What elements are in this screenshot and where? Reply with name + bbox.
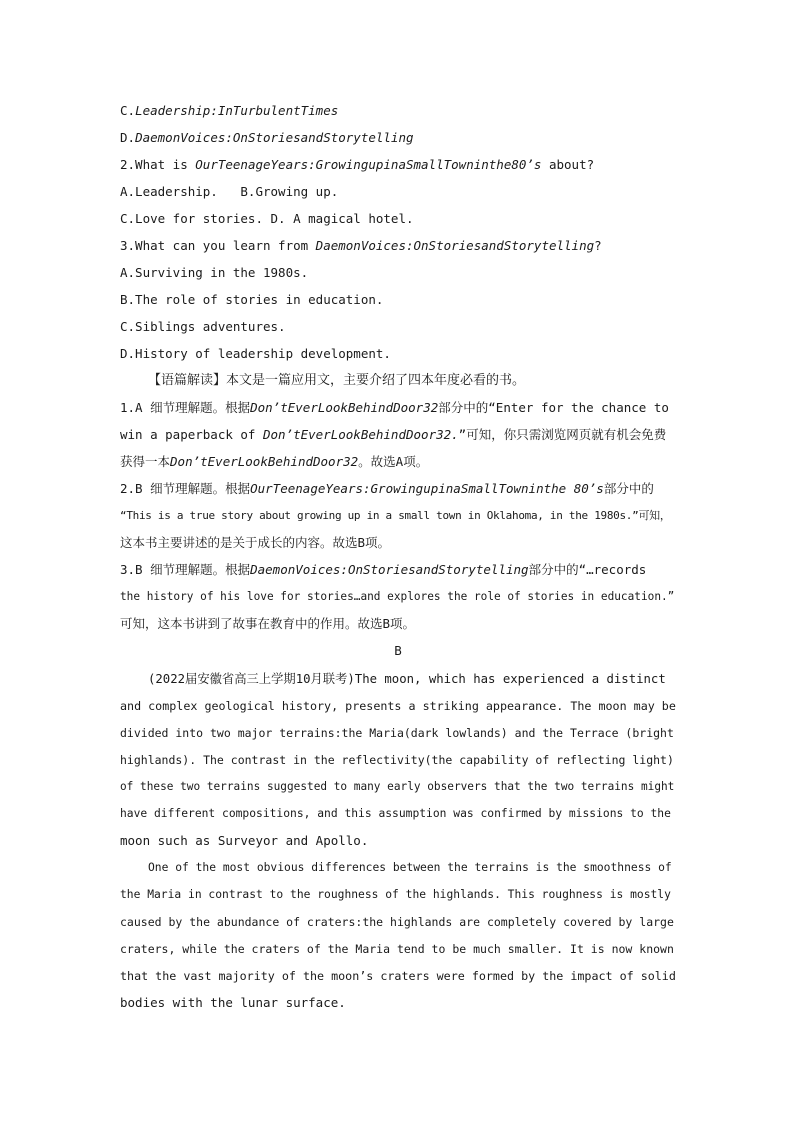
passage-b-p2-line-3: caused by the abundance of craters:the highlands are completely covered by large xyxy=(120,915,674,929)
option-q1-d: D.DaemonVoices:OnStoriesandStorytelling xyxy=(120,130,414,145)
answer-3-line-1: 3.B 细节理解题。根据DaemonVoices:OnStoriesandStorytelling部分中的“…records xyxy=(120,562,647,577)
answer-2-line-2: “This is a true story about growing up in a small town in Oklahoma, in the 1980s.”可知， xyxy=(120,509,671,522)
question-3-option-a: A.Surviving in the 1980s. xyxy=(120,265,309,280)
question-3-option-b: B.The role of stories in education. xyxy=(120,292,384,307)
answer-1-line-2: win a paperback of Don’tEverLookBehindDoor32.”可知，你只需浏览网页就有机会免费 xyxy=(120,427,667,442)
passage-b-p1-line-7: moon such as Surveyor and Apollo. xyxy=(120,833,369,848)
answer-3-line-2: the history of his love for stories…and explores the role of stories in education.” xyxy=(120,590,675,603)
passage-b-p1-line-2: and complex geological history, presents a striking appearance. The moon may be xyxy=(120,699,676,713)
passage-b-p1-line-5: of these two terrains suggested to many early observers that the two terrains might xyxy=(120,780,675,793)
passage-b-p1-line-4: highlands). The contrast in the reflectivity(the capability of reflecting light) xyxy=(120,753,674,767)
passage-b-p1-line-3: divided into two major terrains:the Maria(dark lowlands) and the Terrace (bright xyxy=(120,726,674,740)
answer-1-line-3: 获得一本Don’tEverLookBehindDoor32。故选A项。 xyxy=(120,454,429,469)
passage-b-p2-line-6: bodies with the lunar surface. xyxy=(120,995,346,1010)
question-3-option-c: C.Siblings adventures. xyxy=(120,319,286,334)
passage-b-p1-line-6: have different compositions, and this assumption was confirmed by missions to the xyxy=(120,807,671,820)
passage-b-p2-line-1: One of the most obvious differences between the terrains is the smoothness of xyxy=(148,861,672,874)
passage-b-p2-line-4: craters, while the craters of the Maria tend to be much smaller. It is now known xyxy=(120,942,674,956)
passage-b-p1-line-1: (2022届安徽省高三上学期10月联考)The moon, which has experienced a distinct xyxy=(148,672,666,686)
passage-b-p2-line-5: that the vast majority of the moon’s craters were formed by the impact of solid xyxy=(120,969,676,983)
answer-3-line-3: 可知，这本书讲到了故事在教育中的作用。故选B项。 xyxy=(120,616,416,631)
question-2-options-cd: C.Love for stories. D. A magical hotel. xyxy=(120,211,414,226)
question-3: 3.What can you learn from DaemonVoices:OnStoriesandStorytelling? xyxy=(120,238,602,253)
answer-2-line-3: 这本书主要讲述的是关于成长的内容。故选B项。 xyxy=(120,535,391,550)
option-q1-c: C.Leadership:InTurbulentTimes xyxy=(120,103,339,118)
question-3-option-d: D.History of leadership development. xyxy=(120,346,391,361)
answer-2-line-1: 2.B 细节理解题。根据OurTeenageYears:GrowingupinaSmallTowninthe 80’s部分中的 xyxy=(120,481,654,496)
passage-b-p2-line-2: the Maria in contrast to the roughness of the highlands. This roughness is mostly xyxy=(120,888,671,901)
question-2-options-ab: A.Leadership. B.Growing up. xyxy=(120,184,339,199)
section-label: B xyxy=(394,643,402,658)
analysis-heading: 【语篇解读】本文是一篇应用文，主要介绍了四本年度必看的书。 xyxy=(148,373,526,388)
answer-1-line-1: 1.A 细节理解题。根据Don’tEverLookBehindDoor32部分中的“Enter for the chance to xyxy=(120,400,669,415)
question-2: 2.What is OurTeenageYears:GrowingupinaSmallTowninthe80’s about? xyxy=(120,157,595,172)
